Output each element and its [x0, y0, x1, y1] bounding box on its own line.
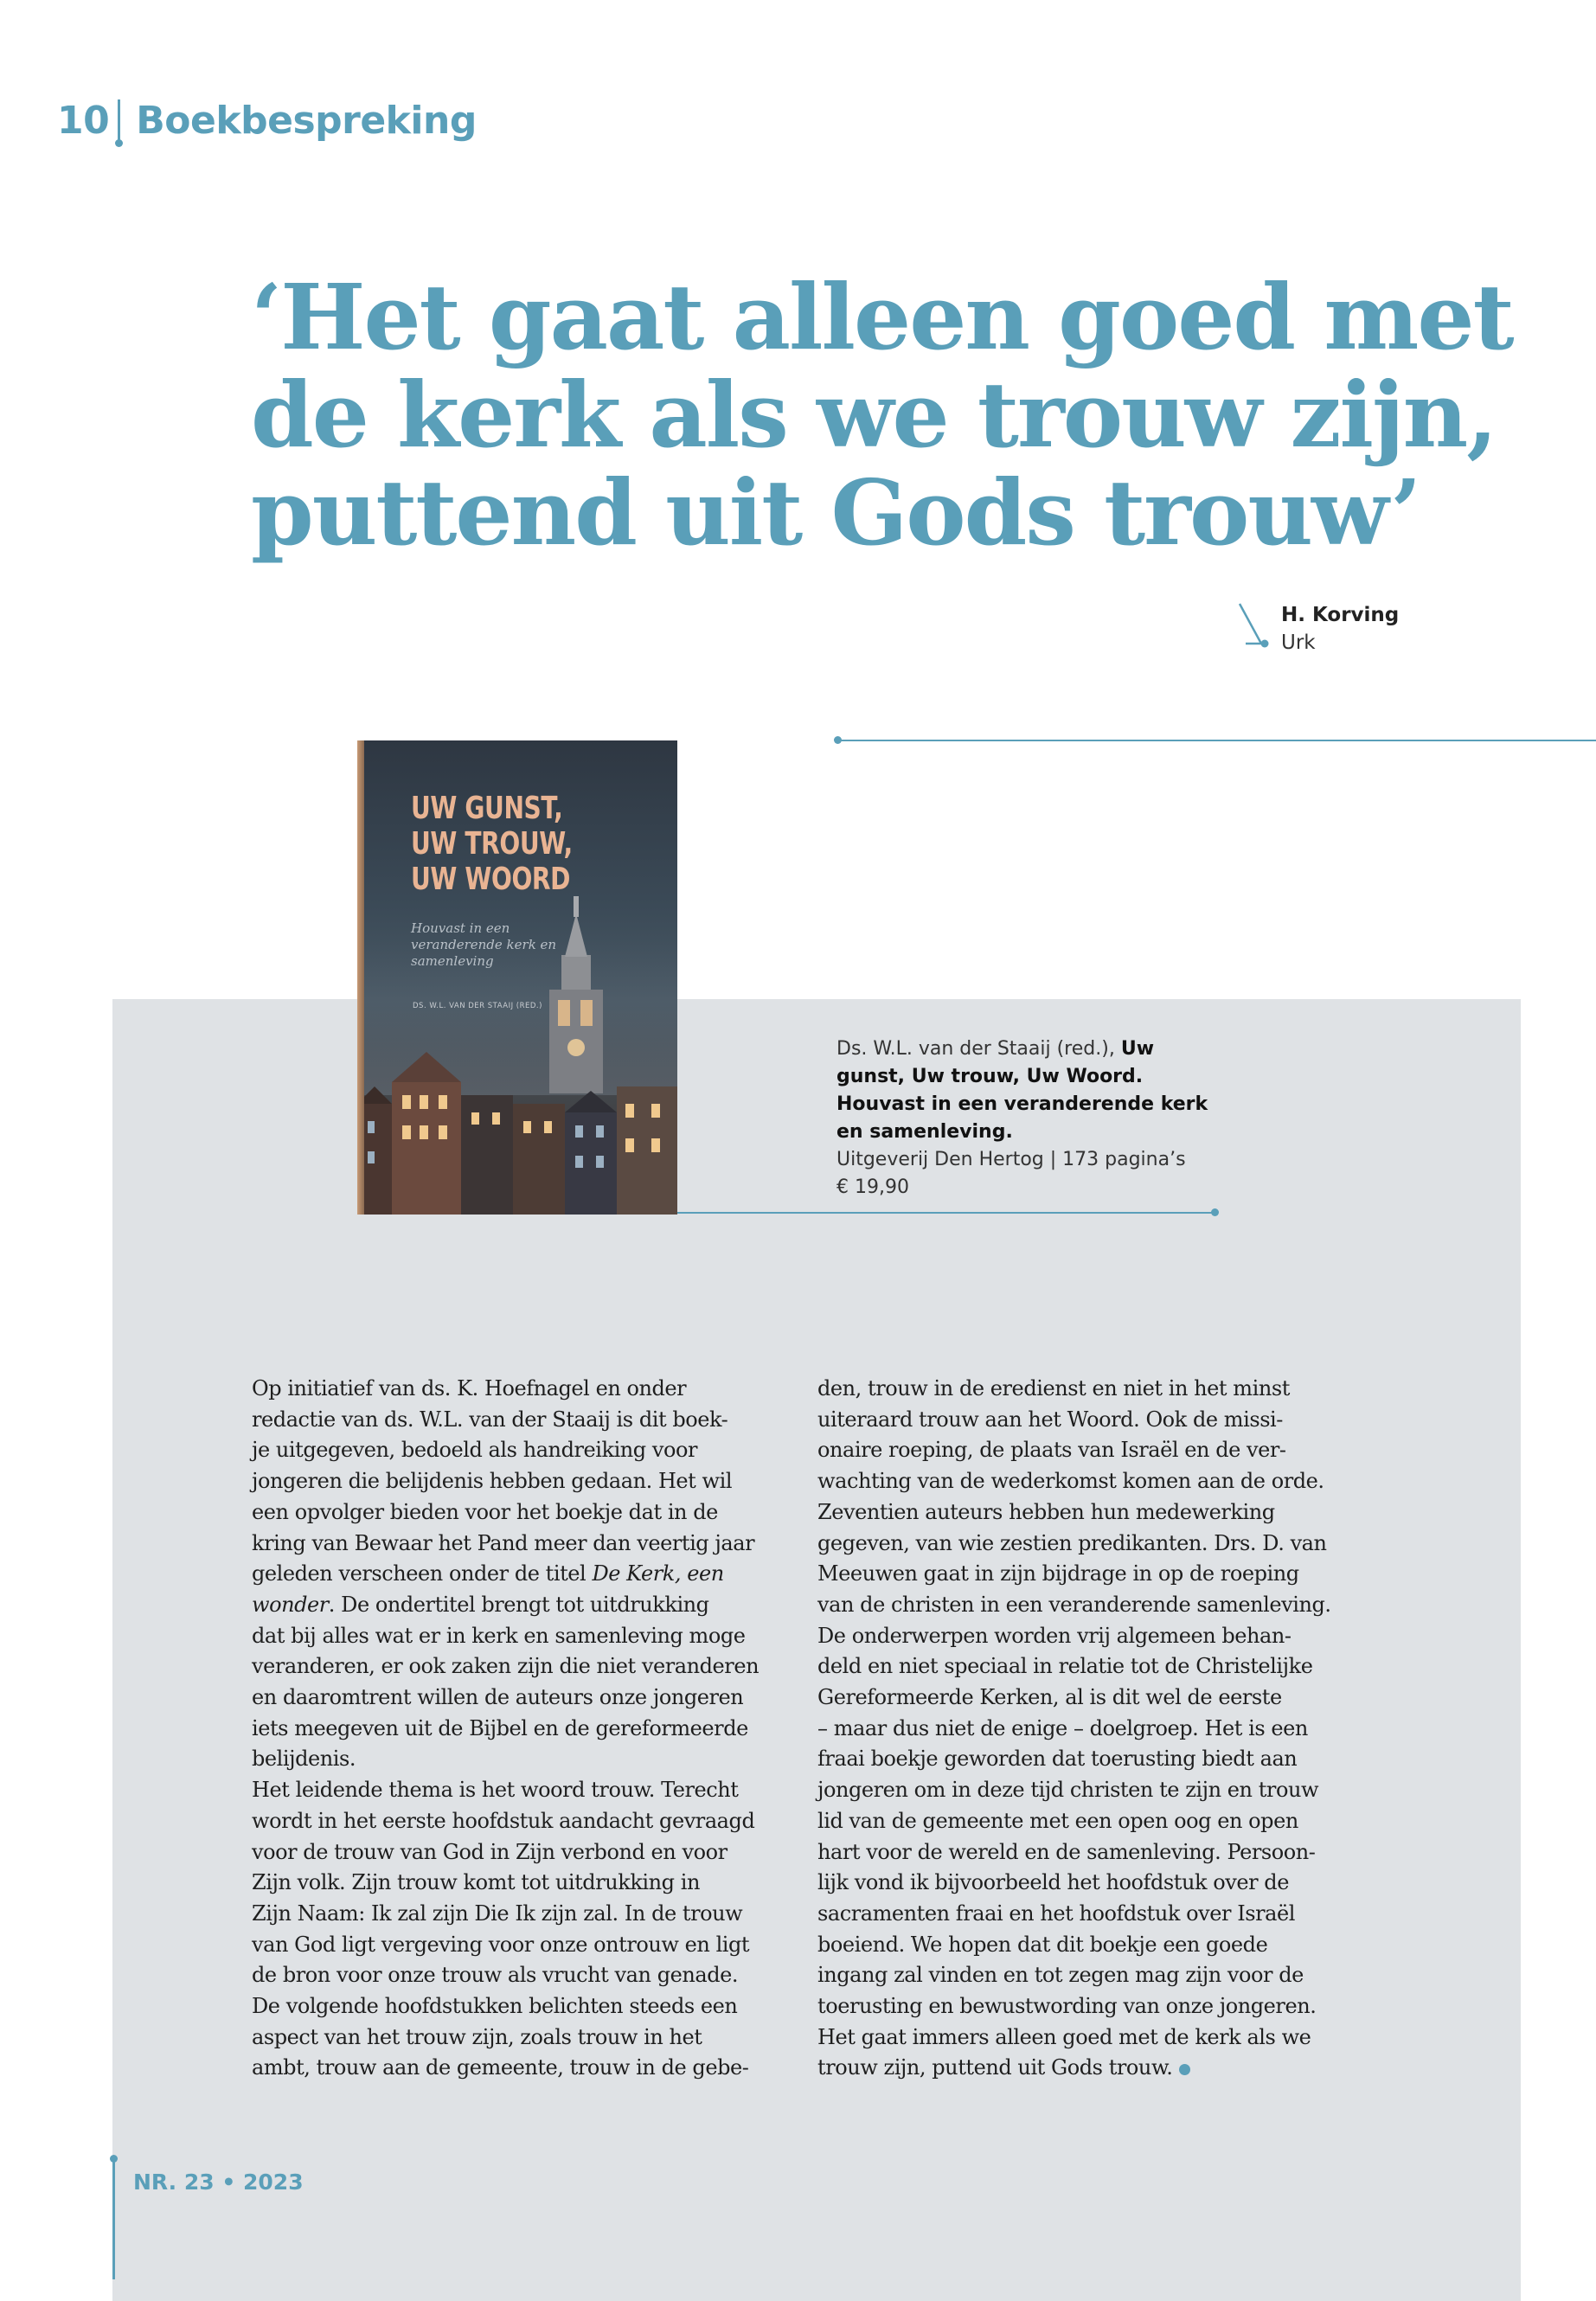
cover-title-line: UW WOORD [411, 862, 571, 897]
text-line: dat bij alles wat er in kerk en samenleving moge [252, 1623, 746, 1648]
text-line: gegeven, van wie zestien predikanten. Drs. D. van [817, 1530, 1327, 1555]
text-line: veranderen, er ook zaken zijn die niet veranderen [252, 1654, 760, 1679]
text-line [252, 1590, 805, 1621]
caption-publisher: Uitgeverij Den Hertog | 173 pagina’s [836, 1149, 1186, 1170]
text-line: redactie van ds. W.L. van der Staaij is dit boek- [252, 1407, 728, 1432]
text-line: Het leidende thema is het woord trouw. Terecht [252, 1778, 739, 1803]
text-line: Zijn Naam: Ik zal zijn Die Ik zijn zal. In de trouw [252, 1900, 743, 1926]
text-line: Zeventien auteurs hebben hun medewerking [817, 1499, 1275, 1524]
article-headline [251, 264, 1513, 566]
author-place: Urk [1281, 631, 1316, 654]
text-line: Zijn volk. Zijn trouw komt tot uitdrukking in [252, 1870, 700, 1895]
article-column-right [817, 1374, 1371, 2084]
book-cover-image [357, 740, 677, 1215]
caption-divider [677, 1212, 1215, 1214]
text-line: jongeren die belijdenis hebben gedaan. Het wil [252, 1469, 733, 1494]
text-line: wachting van de wederkomst komen aan de orde. [817, 1469, 1324, 1494]
cover-title [411, 791, 573, 897]
caption-editor: Ds. W.L. van der Staaij (red.), [836, 1038, 1115, 1060]
header-separator [118, 99, 120, 141]
text-line-part: trouw zijn, puttend uit Gods trouw. [817, 2055, 1173, 2080]
text-line: sacramenten fraai en het hoofdstuk over Israël [817, 1900, 1295, 1926]
cover-spine-edge [357, 740, 364, 1215]
text-line: van God ligt vergeving voor onze ontrouw en ligt [252, 1932, 750, 1957]
text-line: deld en niet speciaal in relatie tot de Christelijke [817, 1654, 1313, 1679]
page-header [57, 93, 477, 147]
headline-line: puttend uit Gods trouw’ [251, 459, 1420, 566]
text-line-part: . De ondertitel brengt tot uitdrukking [328, 1592, 709, 1617]
end-mark-icon [1179, 2064, 1190, 2075]
footer-line [112, 2158, 115, 2279]
text-line: van de christen in een veranderende samenleving. [817, 1592, 1331, 1617]
headline-line: ‘Het gaat alleen goed met [251, 264, 1513, 370]
text-line: Meeuwen gaat in zijn bijdrage in op de roeping [817, 1561, 1299, 1586]
cover-editor: DS. W.L. VAN DER STAAIJ (RED.) [413, 1002, 542, 1010]
author-name: H. Korving [1281, 604, 1400, 626]
text-line: lijk vond ik bijvoorbeeld het hoofdstuk over de [817, 1870, 1289, 1895]
text-line-part: geleden verscheen onder de titel [252, 1561, 586, 1586]
section-title: Boekbespreking [136, 98, 477, 143]
text-line: een opvolger bieden voor het boekje dat in de [252, 1499, 718, 1524]
cover-title-line: UW GUNST, [411, 791, 563, 826]
text-line: De volgende hoofdstukken belichten steeds een [252, 1994, 738, 2019]
text-line: de bron voor onze trouw als vrucht van genade. [252, 1963, 739, 1988]
headline-line: de kerk als we trouw zijn, [251, 362, 1497, 468]
caption-book-title: Uw gunst, Uw trouw, Uw Woord. Houvast in een veranderende kerk en samenleving. [836, 1038, 1208, 1143]
top-divider [837, 740, 1596, 741]
article-column-left [252, 1374, 805, 2084]
text-line: kring van Bewaar het Pand meer dan veertig jaar [252, 1530, 755, 1555]
text-line: en daaromtrent willen de auteurs onze jongeren [252, 1685, 744, 1710]
caption-price: € 19,90 [836, 1176, 909, 1198]
text-line: ambt, trouw aan de gemeente, trouw in de gebe- [252, 2055, 749, 2080]
text-line: toerusting en bewustwording van onze jongeren. [817, 1994, 1317, 2019]
italic-book-title-end: wonder [252, 1592, 329, 1617]
text-line: fraai boekje geworden dat toerusting biedt aan [817, 1747, 1298, 1772]
text-line: De onderwerpen worden vrij algemeen behan- [817, 1623, 1292, 1648]
text-line: onaire roeping, de plaats van Israël en de ver- [817, 1438, 1286, 1463]
text-line: Het gaat immers alleen goed met de kerk als we [817, 2024, 1311, 2049]
text-line: jongeren om in deze tijd christen te zijn en trouw [817, 1778, 1319, 1803]
text-line: belijdenis. [252, 1747, 356, 1772]
book-caption [836, 1035, 1217, 1202]
text-line: voor de trouw van God in Zijn verbond en voor [252, 1839, 727, 1864]
text-line: Op initiatief van ds. K. Hoefnagel en onder [252, 1376, 687, 1400]
text-line [252, 1559, 805, 1590]
italic-book-title: De Kerk, een [592, 1561, 724, 1586]
text-line: iets meegeven uit de Bijbel en de gereformeerde [252, 1715, 748, 1740]
text-line: lid van de gemeente met een open oog en open [817, 1808, 1298, 1833]
cover-subtitle: Houvast in een veranderende kerk en samenleving [411, 920, 557, 969]
text-line: ingang zal vinden en tot zegen mag zijn voor de [817, 1963, 1304, 1988]
text-line: Gereformeerde Kerken, al is dit wel de eerste [817, 1685, 1282, 1710]
cover-title-line: UW TROUW, [411, 826, 573, 862]
text-line: den, trouw in de eredienst en niet in het minst [817, 1376, 1290, 1400]
text-line: aspect van het trouw zijn, zoals trouw in het [252, 2024, 702, 2049]
text-line: boeiend. We hopen dat dit boekje een goede [817, 1932, 1268, 1957]
text-line: wordt in het eerste hoofdstuk aandacht gevraagd [252, 1808, 755, 1833]
text-line: hart voor de wereld en de samenleving. Persoon- [817, 1839, 1316, 1864]
text-line [817, 2053, 1371, 2084]
issue-number: NR. 23 • 2023 [133, 2170, 304, 2195]
byline-arrow-icon [1237, 602, 1272, 654]
page-number: 10 [57, 98, 110, 143]
text-line: – maar dus niet de enige – doelgroep. Het is een [817, 1715, 1308, 1740]
text-line: je uitgegeven, bedoeld als handreiking voor [252, 1438, 698, 1463]
text-line: uiteraard trouw aan het Woord. Ook de missi- [817, 1407, 1283, 1432]
